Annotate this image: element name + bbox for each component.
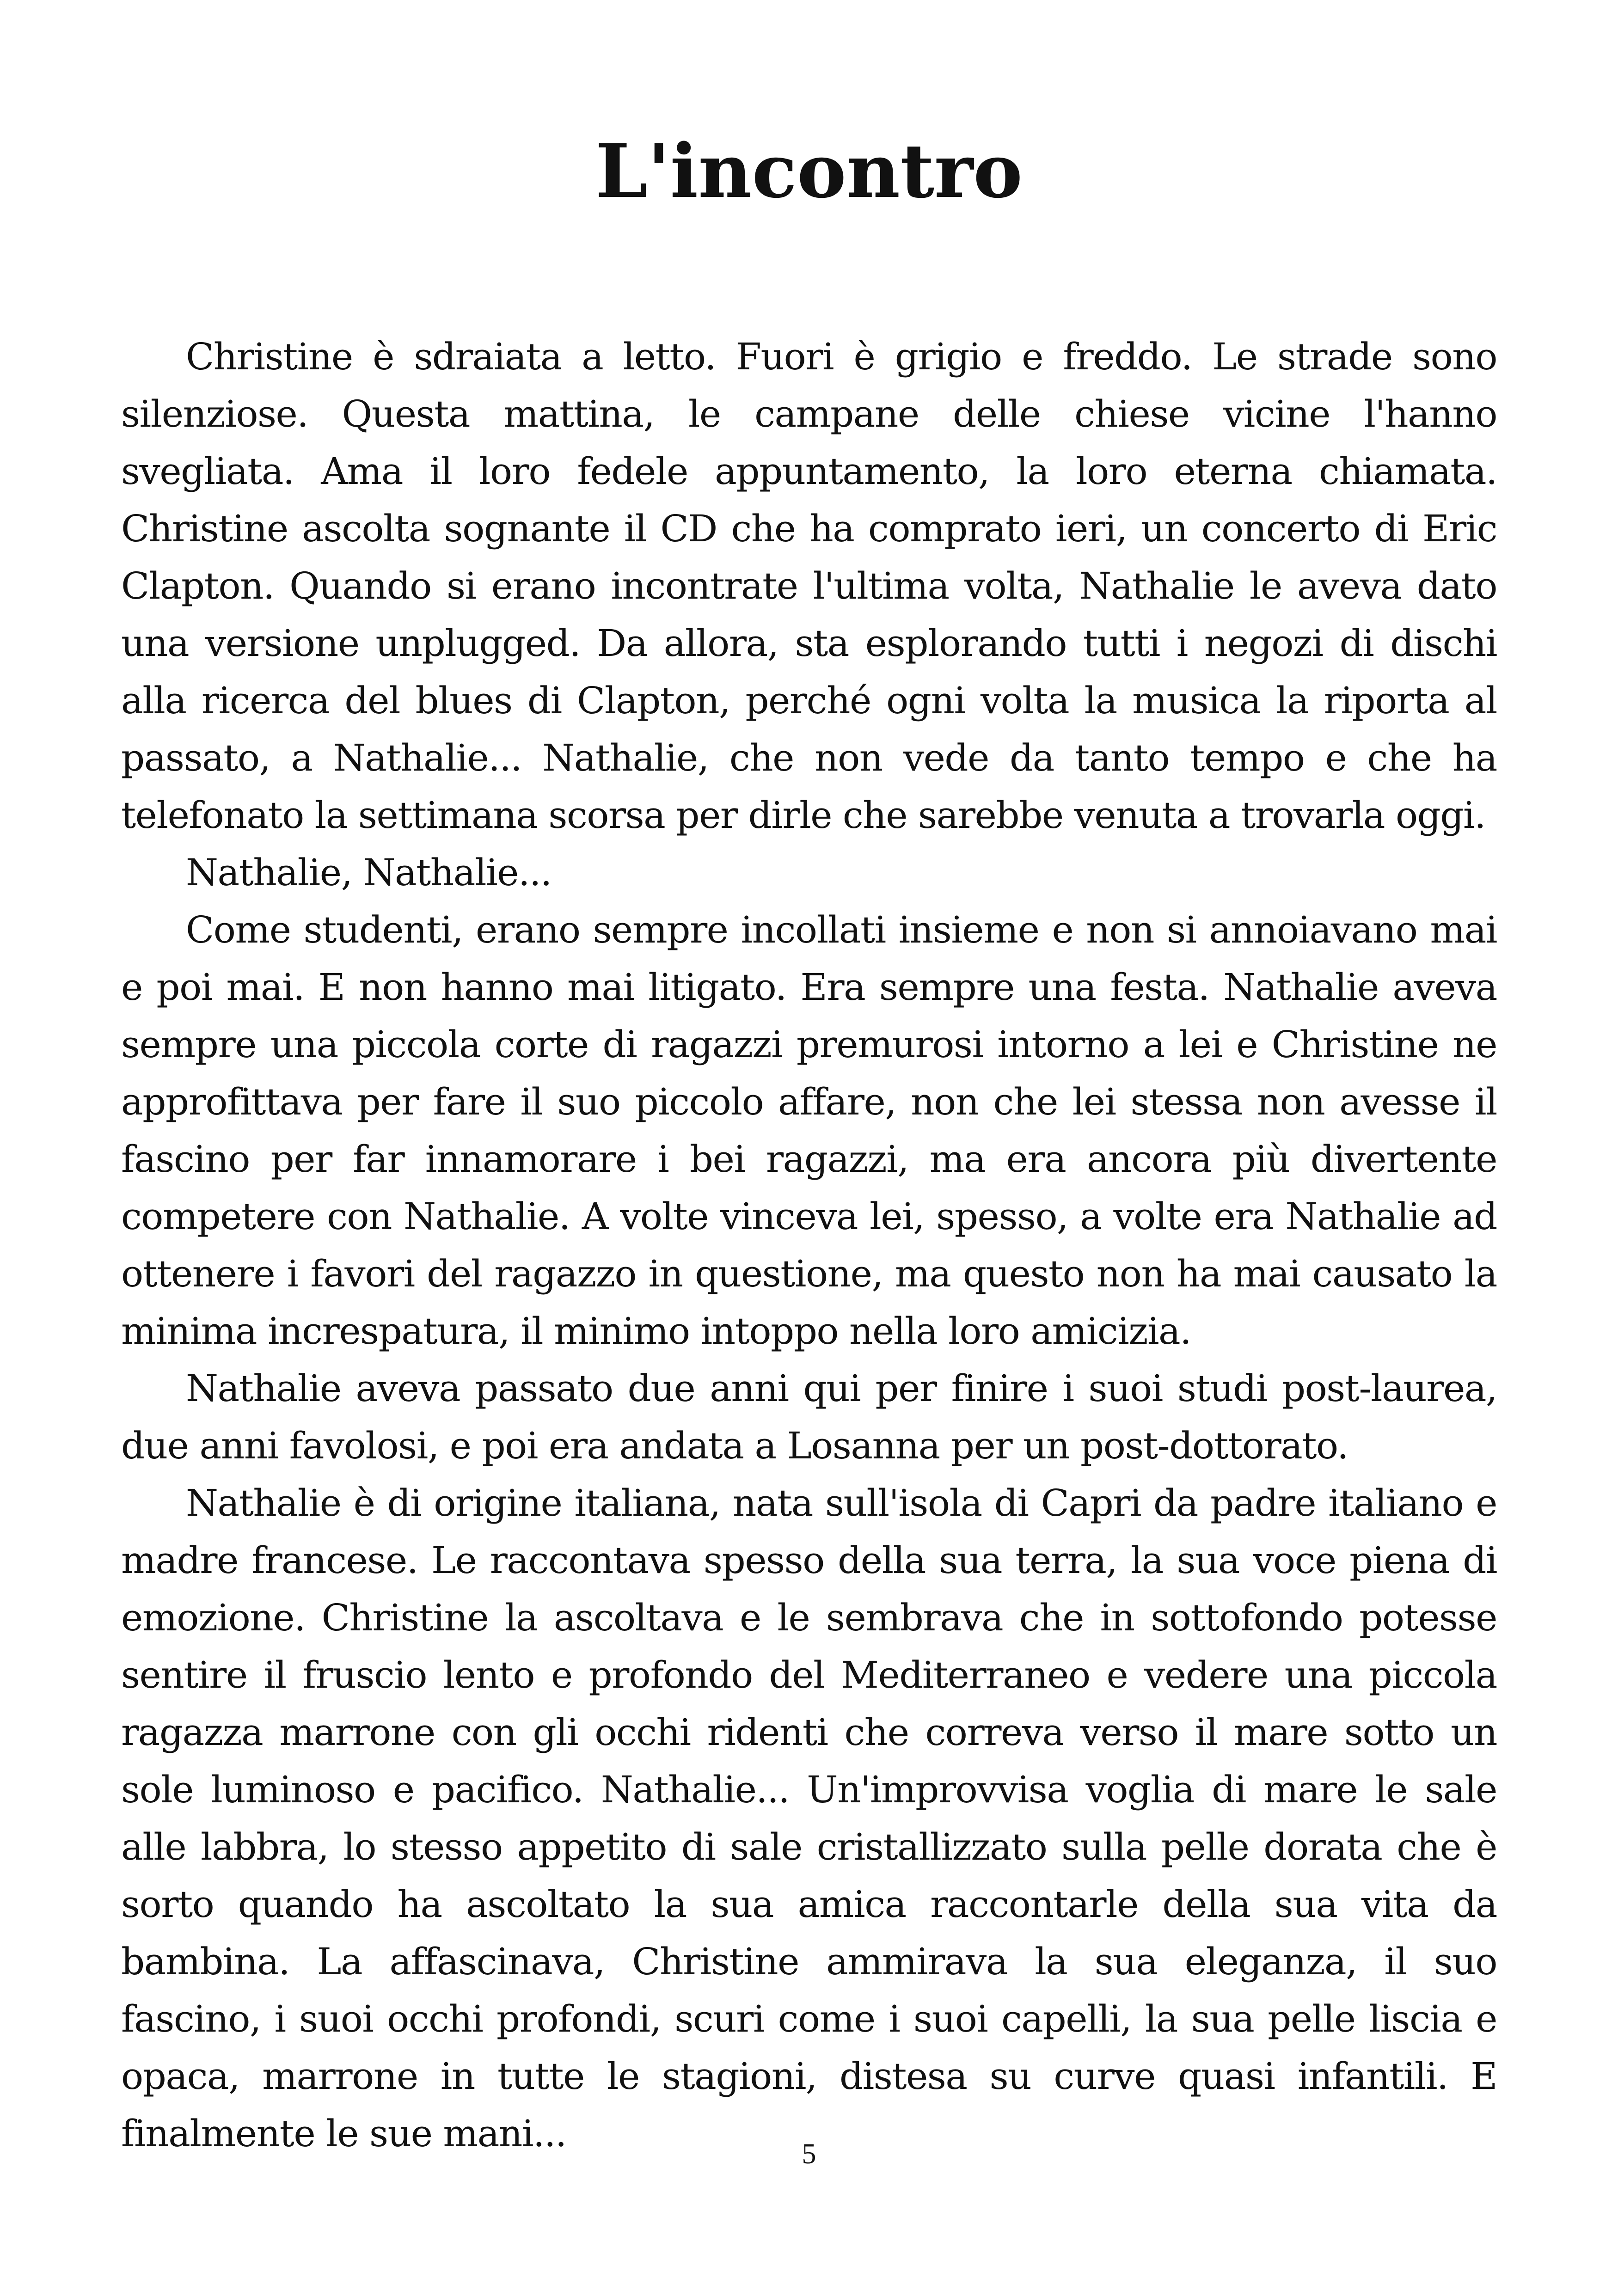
chapter-body: [121, 328, 1497, 2162]
paragraph-3: Come studenti, erano sempre incollati insieme e non si annoiavano mai e poi mai. E non hanno mai litigato. Era sempre una festa. Nathalie aveva sempre una piccola corte di ragazzi premurosi intorno a lei e Christine ne approfittava per fare il suo piccolo affare, non che lei stessa non avesse il fascino per far innamorare i bei ragazzi, ma era ancora più divertente competere con Nathalie. A volte vinceva lei, spesso, a volte era Nathalie ad ottenere i favori del ragazzo in questione, ma questo non ha mai causato la minima increspatura, il minimo intoppo nella loro amicizia.: [121, 908, 1497, 1353]
paragraph-5: Nathalie è di origine italiana, nata sull'isola di Capri da padre italiano e madre francese. Le raccontava spesso della sua terra, la sua voce piena di emozione. Christine la ascoltava e le sembrava che in sottofondo potesse sentire il fruscio lento e profondo del Mediterraneo e vedere una piccola ragazza marrone con gli occhi ridenti che correva verso il mare sotto un sole luminoso e pacifico. Nathalie... Un'improvvisa voglia di mare le sale alle labbra, lo stesso appetito di sale cristallizzato sulla pelle dorata che è sorto quando ha ascoltato la sua amica raccontarle della sua vita da bambina. La affascinava, Christine ammirava la sua eleganza, il suo fascino, i suoi occhi profondi, scuri come i suoi capelli, la sua pelle liscia e opaca, marrone in tutte le stagioni, distesa su curve quasi infantili. E finalmente le sue mani...: [121, 1482, 1497, 2155]
paragraph-4: Nathalie aveva passato due anni qui per finire i suoi studi post-laurea, due anni favolosi, e poi era andata a Losanna per un post-dottorato.: [121, 1367, 1497, 1467]
paragraph-1: Christine è sdraiata a letto. Fuori è grigio e freddo. Le strade sono silenziose. Questa mattina, le campane delle chiese vicine l'hanno svegliata. Ama il loro fedele appuntamento, la loro eterna chiamata. Christine ascolta sognante il CD che ha comprato ieri, un concerto di Eric Clapton. Quando si erano incontrate l'ultima volta, Nathalie le aveva dato una versione unplugged. Da allora, sta esplorando tutti i negozi di dischi alla ricerca del blues di Clapton, perché ogni volta la musica la riporta al passato, a Nathalie... Nathalie, che non vede da tanto tempo e che ha telefonato la settimana scorsa per dirle che sarebbe venuta a trovarla oggi.: [121, 335, 1497, 837]
chapter-title: L'incontro: [595, 128, 1023, 214]
page-number: 5: [802, 2138, 816, 2170]
paragraph-2: Nathalie, Nathalie...: [186, 851, 552, 894]
